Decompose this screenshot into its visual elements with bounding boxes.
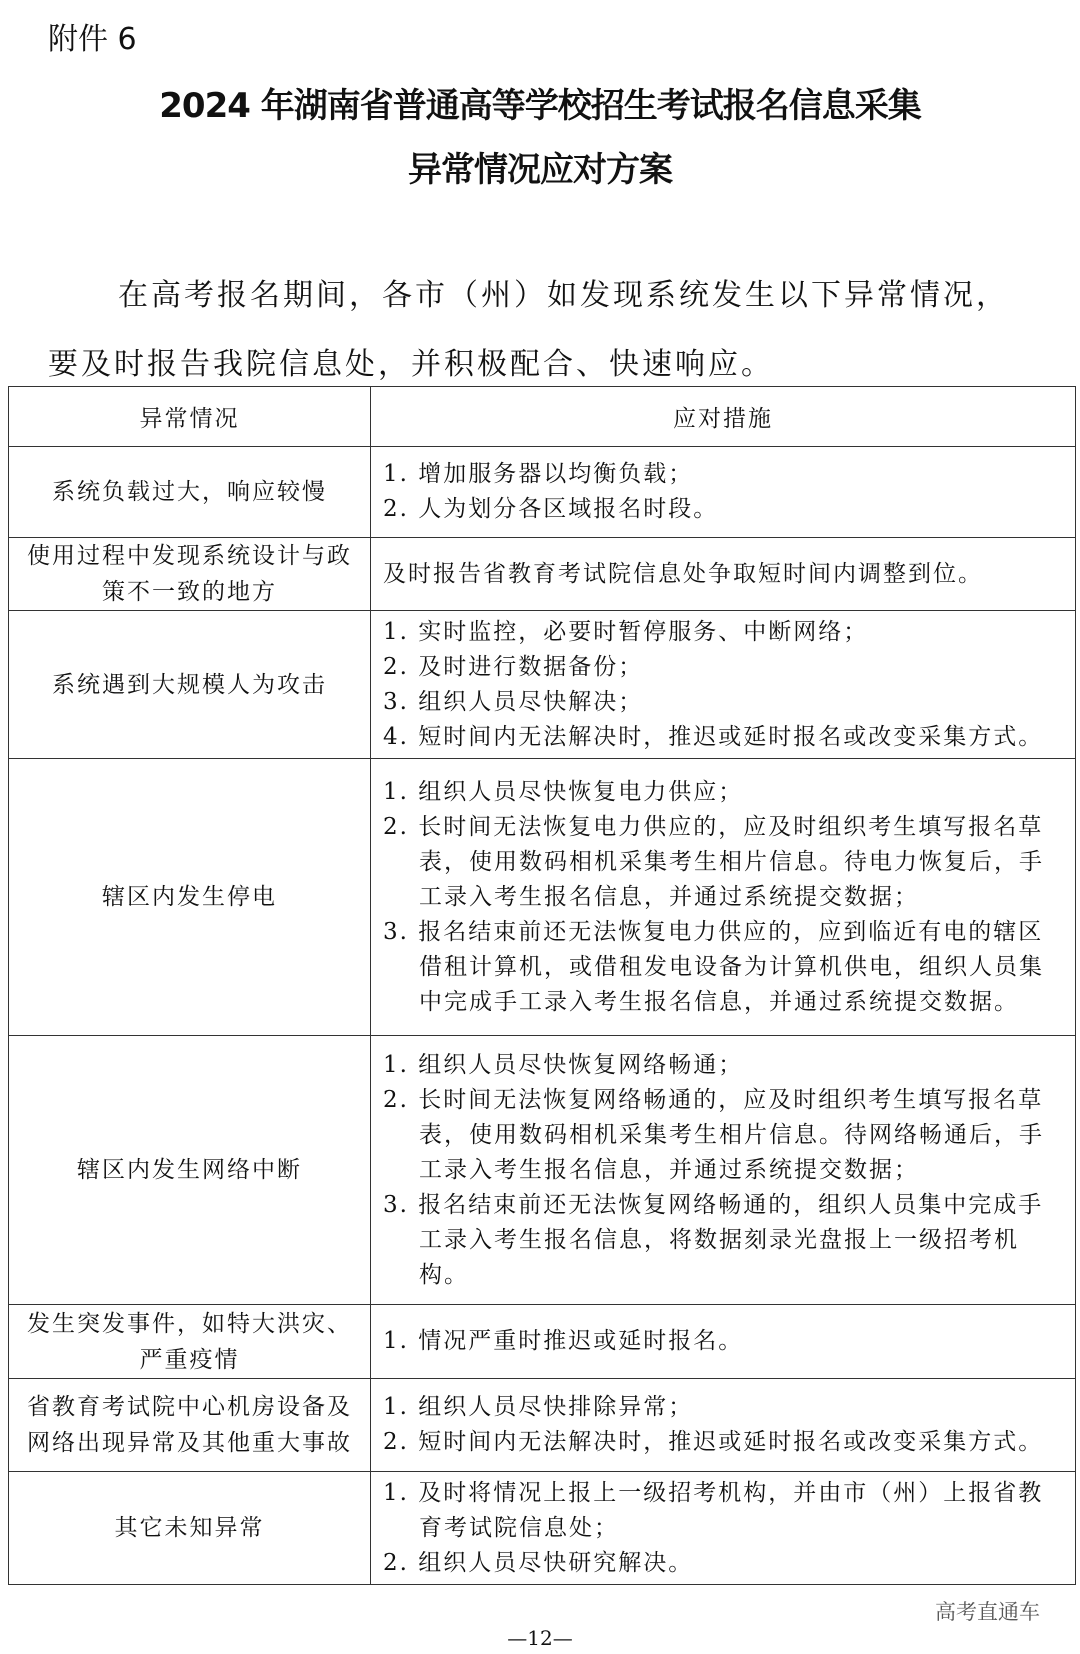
measures-cell <box>371 759 1076 1036</box>
table-row <box>9 1379 1076 1472</box>
measure-item: 3. 报名结束前还无法恢复电力供应的，应到临近有电的辖区借租计算机，或借租发电设备为计算机供电，组织人员集中完成手工录入考生报名信息，并通过系统提交数据。 <box>383 918 1044 1015</box>
situation-cell: 系统遇到大规模人为攻击 <box>9 611 371 759</box>
intro-paragraph-line2: 要及时报告我院信息处，并积极配合、快速响应。 <box>48 347 774 382</box>
situation-cell: 省教育考试院中心机房设备及网络出现异常及其他重大事故 <box>9 1379 371 1472</box>
measure-item: 1. 情况严重时推迟或延时报名。 <box>383 1328 744 1354</box>
measure-item: 1. 增加服务器以均衡负载； <box>383 461 694 487</box>
header-measures: 应对措施 <box>371 387 1076 447</box>
measures-cell <box>371 538 1076 611</box>
situation-cell: 辖区内发生停电 <box>9 759 371 1036</box>
measure-item: 3. 组织人员尽快解决； <box>383 688 644 715</box>
measure-item: 2. 及时进行数据备份； <box>383 653 644 680</box>
measure-item: 2. 组织人员尽快研究解决。 <box>383 1549 694 1576</box>
measure-item: 2. 短时间内无法解决时，推迟或延时报名或改变采集方式。 <box>383 1429 1044 1455</box>
situation-cell: 发生突发事件，如特大洪灾、严重疫情 <box>9 1305 371 1379</box>
page-number: —12— <box>507 1626 573 1650</box>
table-row <box>9 1305 1076 1379</box>
table-row <box>9 759 1076 1036</box>
table-row <box>9 1472 1076 1585</box>
situation-cell: 系统负载过大，响应较慢 <box>9 447 371 538</box>
table-row <box>9 611 1076 759</box>
document-title-line2: 异常情况应对方案 <box>408 150 672 190</box>
measures-cell <box>371 1379 1076 1472</box>
situation-cell: 其它未知异常 <box>9 1472 371 1585</box>
measure-item: 及时报告省教育考试院信息处争取短时间内调整到位。 <box>383 560 983 587</box>
measure-item: 1. 组织人员尽快恢复网络畅通； <box>383 1051 744 1078</box>
table-header-row <box>9 387 1076 447</box>
watermark-text: 高考直通车 <box>935 1600 1040 1624</box>
measures-cell <box>371 1472 1076 1585</box>
measure-item: 2. 长时间无法恢复网络畅通的，应及时组织考生填写报名草表，使用数码相机采集考生相片信息。待网络畅通后，手工录入考生报名信息，并通过系统提交数据； <box>383 1086 1044 1183</box>
measure-item: 3. 报名结束前还无法恢复网络畅通的，组织人员集中完成手工录入考生报名信息，将数据刻录光盘报上一级招考机构。 <box>383 1191 1044 1288</box>
measures-cell <box>371 1305 1076 1379</box>
measures-cell <box>371 611 1076 759</box>
measure-item: 1. 组织人员尽快恢复电力供应； <box>383 778 744 805</box>
measure-item: 1. 实时监控，必要时暂停服务、中断网络； <box>383 618 869 645</box>
measure-item: 1. 及时将情况上报上一级招考机构，并由市（州）上报省教育考试院信息处； <box>383 1479 1044 1541</box>
measure-item: 1. 组织人员尽快排除异常； <box>383 1394 694 1420</box>
table-body <box>9 447 1076 1585</box>
header-situation: 异常情况 <box>9 387 371 447</box>
situation-cell: 使用过程中发现系统设计与政策不一致的地方 <box>9 538 371 611</box>
measures-cell <box>371 1036 1076 1305</box>
measure-item: 2. 人为划分各区域报名时段。 <box>383 496 719 522</box>
measure-item: 2. 长时间无法恢复电力供应的，应及时组织考生填写报名草表，使用数码相机采集考生相片信息。待电力恢复后，手工录入考生报名信息，并通过系统提交数据； <box>383 813 1044 910</box>
document-title-line1: 2024 年湖南省普通高等学校招生考试报名信息采集 <box>159 86 921 126</box>
measure-item: 4. 短时间内无法解决时，推迟或延时报名或改变采集方式。 <box>383 723 1044 750</box>
contingency-table <box>8 386 1076 1585</box>
table-row <box>9 1036 1076 1305</box>
table-row <box>9 447 1076 538</box>
situation-cell: 辖区内发生网络中断 <box>9 1036 371 1305</box>
attachment-label: 附件 6 <box>48 22 137 57</box>
table-row <box>9 538 1076 611</box>
measures-cell <box>371 447 1076 538</box>
intro-paragraph-line1: 在高考报名期间，各市（州）如发现系统发生以下异常情况， <box>118 278 1009 313</box>
